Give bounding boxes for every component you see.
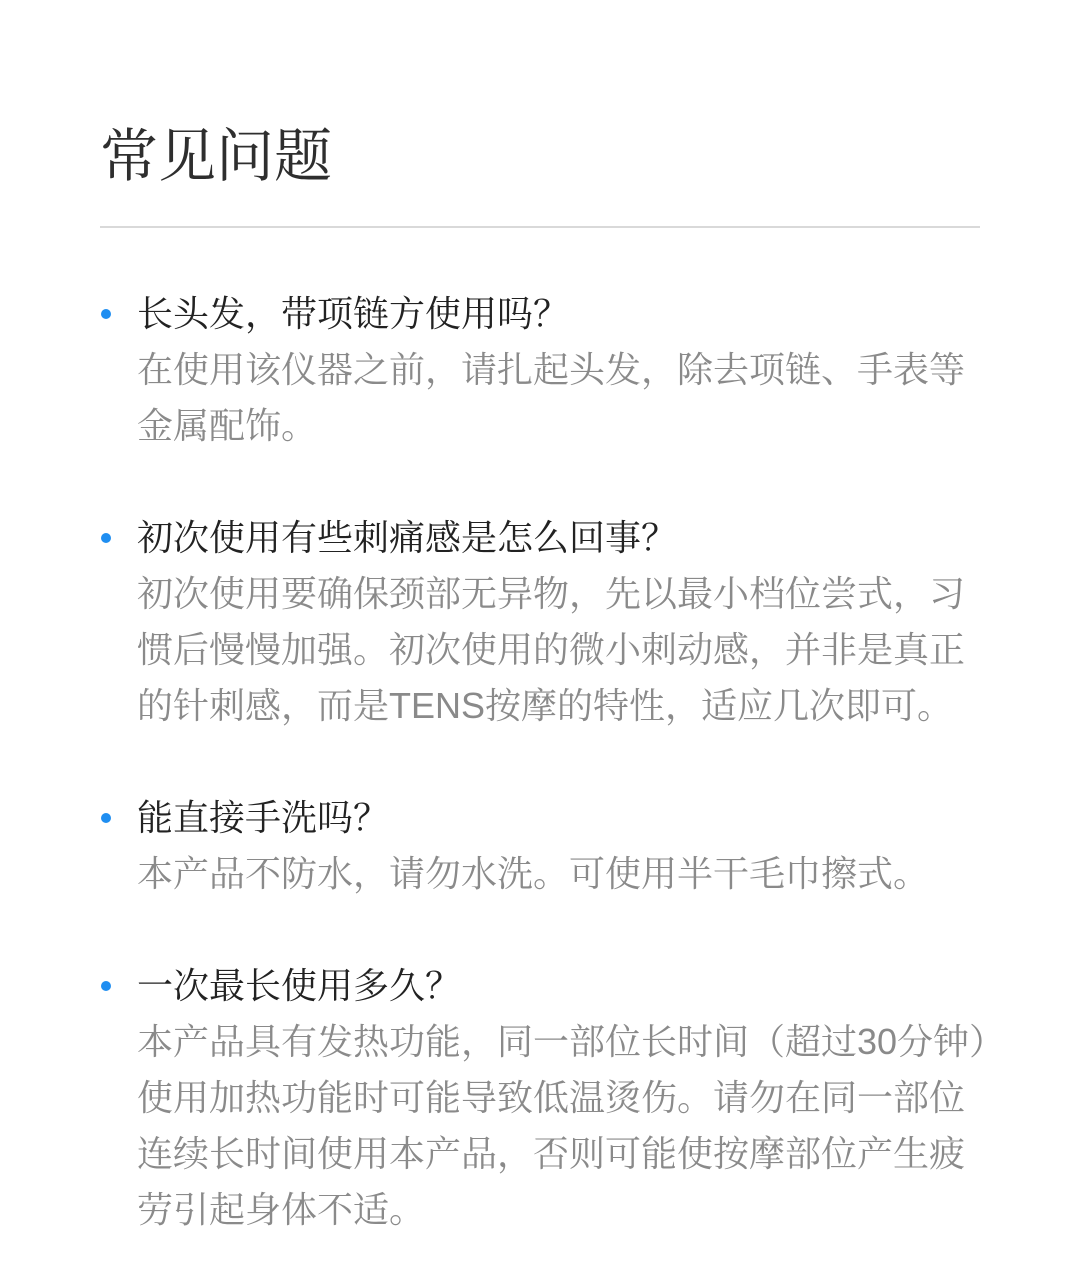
bullet-dot-icon <box>101 533 111 543</box>
faq-answer-line: 金属配饰。 <box>137 405 318 446</box>
faq-item <box>100 790 980 902</box>
faq-question: 一次最长使用多久？ <box>137 965 462 1006</box>
faq-answer-line: 在使用该仪器之前，请扎起头发，除去项链、手表等 <box>137 349 966 390</box>
faq-item <box>100 510 980 734</box>
title-divider <box>100 226 980 228</box>
faq-page <box>100 0 1006 1238</box>
faq-answer-line: 本产品不防水，请勿水洗。可使用半干毛巾擦式。 <box>137 853 930 894</box>
faq-answer-line: 本产品具有发热功能，同一部位长时间（超过30分钟） <box>137 1021 1006 1062</box>
faq-answer <box>137 342 980 454</box>
faq-answer-line: 惯后慢慢加强。初次使用的微小刺动感，并非是真正 <box>137 629 966 670</box>
faq-item <box>100 958 1006 1238</box>
faq-answer-line: 的针刺感，而是TENS按摩的特性，适应几次即可。 <box>137 685 954 726</box>
faq-answer <box>137 1014 1006 1238</box>
faq-question: 初次使用有些刺痛感是怎么回事？ <box>137 517 678 558</box>
faq-answer-line: 使用加热功能时可能导致低温烫伤。请勿在同一部位 <box>137 1077 966 1118</box>
bullet-dot-icon <box>101 309 111 319</box>
faq-question: 能直接手洗吗？ <box>137 797 390 838</box>
faq-list <box>100 286 1006 1238</box>
faq-answer <box>137 566 980 734</box>
faq-answer <box>137 846 980 902</box>
bullet-dot-icon <box>101 813 111 823</box>
bullet-dot-icon <box>101 981 111 991</box>
page-title: 常见问题 <box>100 124 333 189</box>
faq-question: 长头发，带项链方使用吗？ <box>137 293 570 334</box>
faq-item <box>100 286 980 454</box>
faq-answer-line: 初次使用要确保颈部无异物，先以最小档位尝式，习 <box>137 573 966 614</box>
faq-answer-line: 连续长时间使用本产品，否则可能使按摩部位产生疲 <box>137 1133 966 1174</box>
faq-answer-line: 劳引起身体不适。 <box>137 1189 426 1230</box>
